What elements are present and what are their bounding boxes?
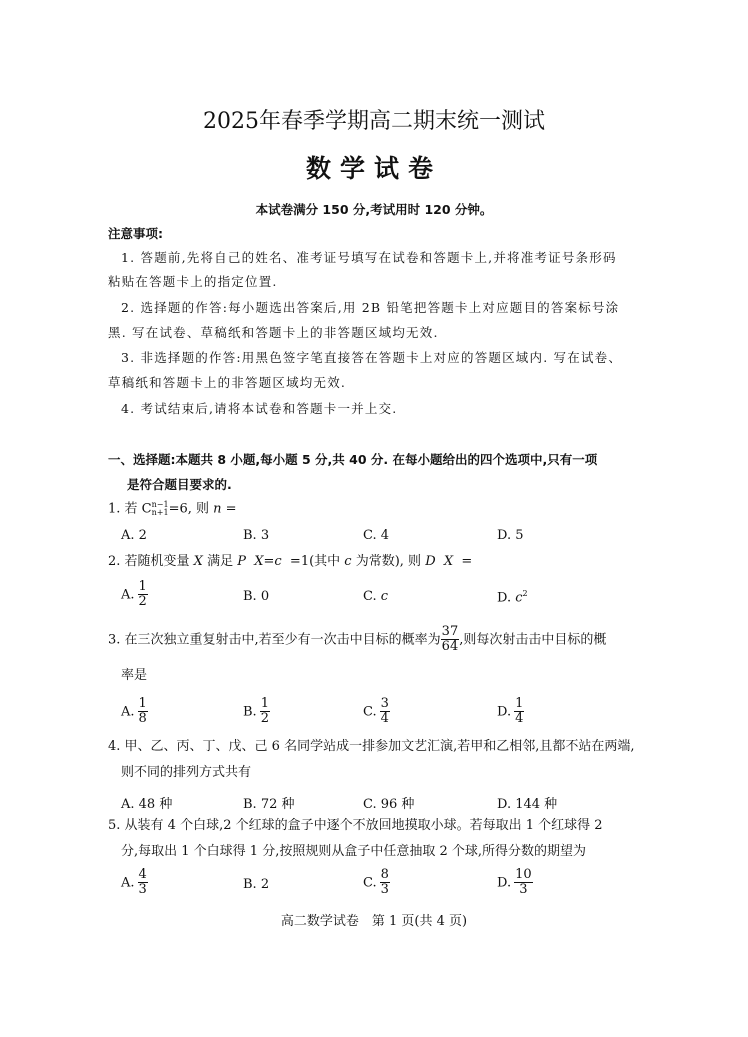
option-value: c — [515, 590, 523, 606]
option-label: C. — [363, 704, 377, 720]
denominator: 64 — [441, 639, 459, 655]
question-4-cont: 则不同的排列方式共有 — [121, 765, 252, 780]
q3-option-b — [243, 697, 270, 727]
numerator: 4 — [138, 867, 147, 882]
option-label: D. — [497, 875, 512, 891]
q1-option-a: A. 2 — [121, 528, 147, 543]
denominator: 3 — [380, 882, 389, 898]
numerator: 1 — [260, 696, 269, 711]
q2-var: P — [237, 554, 246, 569]
fraction — [138, 580, 148, 610]
notice-heading: 注意事项: — [108, 226, 163, 241]
q5-option-a — [121, 868, 148, 898]
q2-var: X=c — [245, 554, 290, 569]
q2-text: 满足 — [202, 554, 238, 569]
fraction — [138, 697, 148, 727]
q1-text: 1. 若 C — [108, 501, 152, 517]
q2-text: 2. 若随机变量 — [108, 554, 194, 569]
q2-text: =1(其中 — [289, 554, 345, 569]
notice-line: 3. 非选择题的作答:用黑色签字笔直接答在答题卡上对应的答题区域内. 写在试卷、 — [121, 350, 623, 365]
q2-option-c — [363, 589, 388, 604]
q2-var: c — [344, 554, 352, 569]
q3-option-d — [497, 697, 524, 727]
q1-text: =6, 则 — [168, 501, 214, 517]
numerator: 8 — [380, 867, 389, 882]
numerator: 37 — [441, 624, 459, 639]
q2-var: D X — [425, 554, 454, 569]
q3-option-a — [121, 697, 148, 727]
q2-option-b: B. 0 — [243, 589, 270, 604]
notice-line: 1. 答题前,先将自己的姓名、准考证号填写在试卷和答题卡上,并将准考证号条形码 — [121, 250, 617, 265]
numerator: 1 — [515, 696, 524, 711]
q4-option-c: C. 96 种 — [363, 797, 415, 812]
q2-option-d — [497, 589, 528, 605]
exam-subject: 数学试卷 — [305, 154, 442, 183]
denominator: 4 — [380, 711, 389, 727]
fraction — [514, 868, 533, 898]
denominator: 2 — [138, 594, 147, 610]
denominator: 8 — [138, 711, 147, 727]
exam-title: 2025年春季学期高二期末统一测试 — [203, 109, 545, 134]
denominator: 2 — [260, 711, 269, 727]
q4-option-a: A. 48 种 — [121, 797, 173, 812]
q1-subscript: n+1 — [151, 508, 169, 517]
option-value: c — [380, 589, 389, 604]
q1-option-c: C. 4 — [363, 528, 390, 543]
denominator: 3 — [519, 882, 528, 898]
section-heading: 一、选择题:本题共 8 小题,每小题 5 分,共 40 分. 在每小题给出的四个选项中,只有一项 — [108, 452, 598, 467]
q1-option-b: B. 3 — [243, 528, 270, 543]
option-label: D. — [497, 590, 516, 606]
exponent: 2 — [522, 589, 528, 598]
q3-text: ,则每次射击击中目标的概 — [459, 632, 607, 648]
numerator: 10 — [515, 867, 532, 882]
q2-text: = — [453, 554, 473, 569]
q2-text: 为常数), 则 — [351, 554, 426, 569]
q1-option-d: D. 5 — [497, 528, 524, 543]
numerator: 1 — [138, 579, 147, 594]
fraction — [138, 868, 148, 898]
page-footer: 高二数学试卷 第 1 页(共 4 页) — [280, 914, 468, 929]
question-3 — [108, 625, 606, 655]
question-5-cont: 分,每取出 1 个白球得 1 分,按照规则从盒子中任意抽取 2 个球,所得分数的期望为 — [121, 844, 587, 859]
q5-option-c — [363, 868, 390, 898]
option-label: D. — [497, 704, 512, 720]
fraction — [380, 697, 390, 727]
notice-line: 黑. 写在试卷、草稿纸和答题卡上的非答题区域均无效. — [108, 325, 439, 340]
denominator: 4 — [515, 711, 524, 727]
option-label: B. — [243, 704, 257, 720]
denominator: 3 — [138, 882, 147, 898]
question-1 — [108, 501, 237, 517]
question-4: 4. 甲、乙、丙、丁、戊、己 6 名同学站成一排参加文艺汇演,若甲和乙相邻,且都不站在两端, — [108, 739, 635, 754]
question-5: 5. 从装有 4 个白球,2 个红球的盒子中逐个不放回地摸取小球。若每取出 1 个红球得 2 — [108, 818, 603, 833]
q4-option-b: B. 72 种 — [243, 797, 295, 812]
option-label: A. — [121, 704, 135, 720]
q1-variable: n — [213, 501, 222, 517]
option-label: A. — [121, 587, 135, 603]
q3-option-c — [363, 697, 390, 727]
section-heading-cont: 是符合题目要求的. — [127, 477, 232, 492]
q5-option-d — [497, 868, 533, 898]
option-label: C. — [363, 589, 381, 604]
option-label: C. — [363, 875, 377, 891]
fraction — [380, 868, 390, 898]
q1-superscript: n−1 — [151, 500, 169, 509]
q2-option-a — [121, 580, 148, 610]
question-3-cont: 率是 — [121, 668, 148, 683]
fraction — [514, 697, 524, 727]
q5-option-b: B. 2 — [243, 877, 270, 892]
q3-text: 3. 在三次独立重复射击中,若至少有一次击中目标的概率为 — [108, 632, 441, 648]
fraction — [441, 625, 460, 655]
q2-var: X — [193, 554, 203, 569]
notice-line: 粘贴在答题卡上的指定位置. — [108, 274, 278, 289]
exam-score-note: 本试卷满分 150 分,考试用时 120 分钟。 — [255, 202, 493, 217]
notice-line: 2. 选择题的作答:每小题选出答案后,用 2B 铅笔把答题卡上对应题目的答案标号涂 — [121, 300, 620, 315]
fraction — [260, 697, 270, 727]
option-label: A. — [121, 875, 135, 891]
numerator: 3 — [380, 696, 389, 711]
q4-option-d: D. 144 种 — [497, 797, 558, 812]
question-2 — [108, 555, 472, 568]
notice-line: 草稿纸和答题卡上的非答题区域均无效. — [108, 375, 347, 390]
numerator: 1 — [138, 696, 147, 711]
notice-line: 4. 考试结束后,请将本试卷和答题卡一并上交. — [121, 401, 398, 416]
q1-text: = — [221, 501, 237, 517]
